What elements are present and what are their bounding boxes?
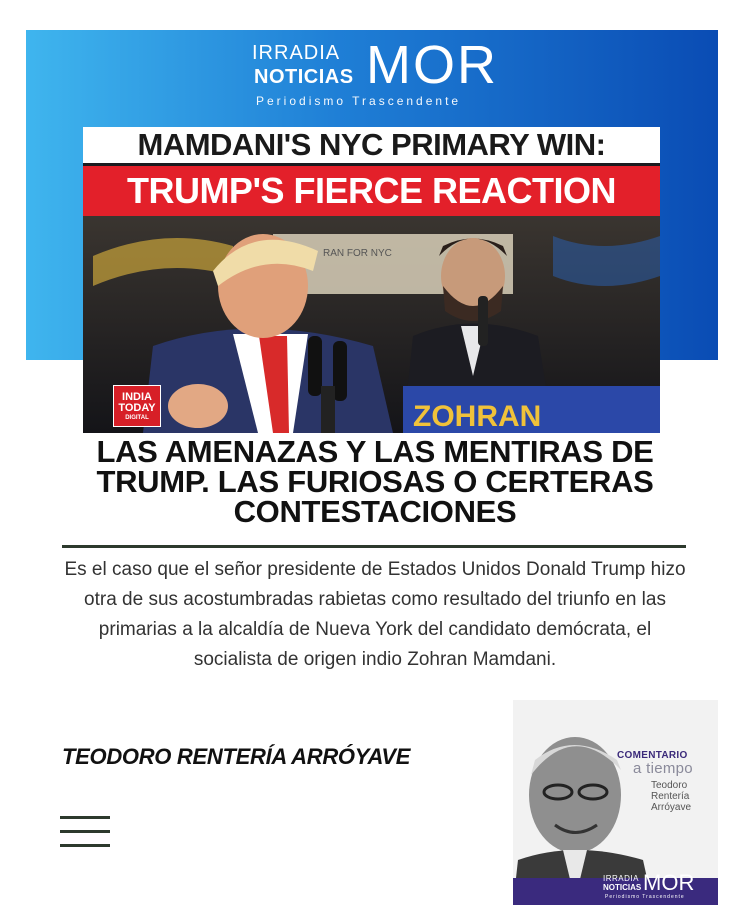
backdrop-text: RAN FOR NYC — [323, 248, 392, 259]
article-headline[interactable]: LAS AMENAZAS Y LAS MENTIRAS DE TRUMP. LAS FURIOSAS O CERTERAS CONTESTACIONES — [96, 434, 654, 529]
card-name-line3: Arróyave — [651, 802, 692, 813]
badge-line2: TODAY — [118, 402, 156, 414]
thumbnail-photo — [83, 216, 660, 433]
column-card-image[interactable] — [513, 700, 718, 905]
logo-brand-text: MOR — [366, 35, 498, 95]
headline-divider — [62, 545, 686, 548]
hamburger-menu-icon[interactable] — [60, 814, 112, 850]
card-name-line2: Rentería — [651, 791, 690, 802]
article-summary: Es el caso que el señor presidente de Estados Unidos Donald Trump hizo otra de sus acostumbradas rabietas como resultado del triunfo en las primarias a la alcaldía de Nueva York del candidato demócrata, el socialista de origen indio Zohran Mamdani. — [64, 559, 686, 670]
card-name-line1: Teodoro — [651, 780, 688, 791]
logo-irradia-text: IRRADIA — [252, 42, 341, 64]
menu-bar — [60, 844, 110, 847]
card-logo-line1: IRRADIA — [603, 874, 639, 883]
column-card-logo — [603, 870, 713, 904]
india-today-badge — [113, 385, 161, 427]
column-card-title: COMENTARIO — [617, 750, 688, 761]
article-author: TEODORO RENTERÍA ARRÓYAVE — [62, 744, 411, 769]
column-card-subtitle: a tiempo — [633, 760, 693, 777]
menu-bar — [60, 830, 110, 833]
column-card-author — [651, 780, 691, 813]
card-logo-brand: MOR — [643, 870, 695, 895]
menu-bar — [60, 816, 110, 819]
logo-tagline: Periodismo Trascendente — [256, 94, 462, 108]
podium-sign-text: ZOHRAN — [413, 400, 542, 433]
thumbnail-banner-red: TRUMP'S FIERCE REACTION — [83, 166, 660, 216]
article-thumbnail[interactable] — [83, 127, 660, 433]
logo-noticias-text: NOTICIAS — [254, 66, 354, 88]
card-logo-line2: NOTICIAS — [603, 883, 642, 892]
thumbnail-banner-top: MAMDANI'S NYC PRIMARY WIN: — [83, 127, 660, 163]
card-logo-tagline: Periodismo Trascendente — [605, 894, 685, 900]
site-logo[interactable] — [252, 35, 502, 112]
badge-line1: INDIA — [122, 391, 152, 403]
badge-line3: DIGITAL — [125, 415, 149, 421]
